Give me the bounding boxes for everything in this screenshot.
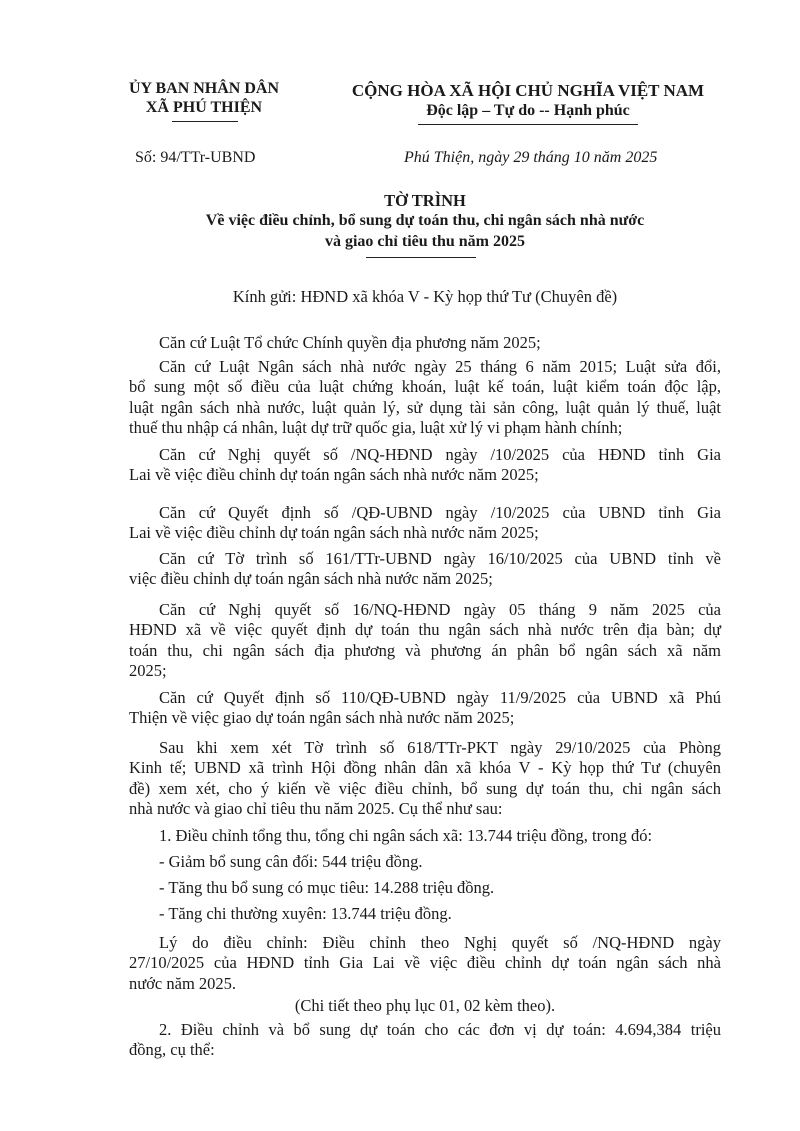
paragraph-3 [129, 445, 721, 486]
line: Căn cứ Quyết định số 110/QĐ-UBND ngày 11/9/2025 của UBND xã Phú [159, 688, 721, 707]
line: Lai về việc điều chỉnh dự toán ngân sách nhà nước năm 2025; [129, 465, 539, 485]
doc-subtitle-line1: Về việc điều chỉnh, bổ sung dự toán thu, chi ngân sách nhà nước [205, 212, 645, 229]
line: việc điều chỉnh dự toán ngân sách nhà nước năm 2025; [129, 569, 493, 589]
line: - Tăng thu bổ sung có mục tiêu: 14.288 triệu đồng. [159, 878, 495, 897]
doc-subtitle-line2: và giao chỉ tiêu thu năm 2025 [324, 233, 525, 250]
paragraph-15 [129, 1020, 721, 1061]
org-name-line1: ỦY BAN NHÂN DÂN [128, 80, 280, 97]
paragraph-12 [129, 904, 721, 924]
paragraph-10 [129, 852, 721, 872]
paragraph-13 [129, 933, 721, 994]
doc-title: TỜ TRÌNH [384, 191, 466, 210]
title-underline [366, 257, 476, 258]
paragraph-8 [129, 738, 721, 820]
line: Căn cứ Luật Tổ chức Chính quyền địa phương năm 2025; [159, 333, 541, 352]
line: toán thu, chi ngân sách địa phương và phương án phân bổ ngân sách xã năm [129, 640, 721, 660]
org-name-line2: XÃ PHÚ THIỆN [145, 99, 263, 116]
line: - Tăng chi thường xuyên: 13.744 triệu đồng. [159, 904, 452, 923]
line: Căn cứ Nghị quyết số 16/NQ-HĐND ngày 05 tháng 9 năm 2025 của [159, 600, 721, 619]
line: Sau khi xem xét Tờ trình số 618/TTr-PKT ngày 29/10/2025 của Phòng [159, 738, 721, 757]
line: 2025; [129, 661, 167, 681]
doc-number: Số: 94/TTr-UBND [135, 149, 256, 166]
line: 2. Điều chỉnh và bổ sung dự toán cho các đơn vị dự toán: 4.694,384 triệu [159, 1020, 721, 1039]
nation-line1: CỘNG HÒA XÃ HỘI CHỦ NGHĨA VIỆT NAM [351, 81, 705, 100]
org-underline [172, 121, 238, 122]
line: luật ngân sách nhà nước, luật quản lý, sử dụng tài sản công, luật quản lý thuế, luật [129, 397, 721, 417]
paragraph-1 [129, 333, 721, 353]
line: - Giảm bổ sung cân đối: 544 triệu đồng. [159, 852, 423, 871]
line: đề) xem xét, cho ý kiến về việc điều chỉnh, bổ sung dự toán thu, chi ngân sách [129, 778, 721, 798]
place-date: Phú Thiện, ngày 29 tháng 10 năm 2025 [404, 149, 658, 166]
paragraph-2 [129, 357, 721, 439]
line: HĐND xã về việc quyết định dự toán thu ngân sách nhà nước trên địa bàn; dự [129, 620, 721, 640]
line: nước năm 2025. [129, 973, 237, 993]
line: Căn cứ Nghị quyết số /NQ-HĐND ngày /10/2025 của HĐND tỉnh Gia [159, 445, 721, 464]
line: Căn cứ Quyết định số /QĐ-UBND ngày /10/2025 của UBND tỉnh Gia [159, 503, 721, 522]
nation-line2: Độc lập – Tự do -- Hạnh phúc [426, 102, 630, 119]
line: Thiện về việc giao dự toán ngân sách nhà nước năm 2025; [129, 708, 515, 728]
line: nhà nước và giao chỉ tiêu thu năm 2025. Cụ thể như sau: [129, 799, 503, 819]
line: Lý do điều chỉnh: Điều chỉnh theo Nghị quyết số /NQ-HĐND ngày [159, 933, 721, 952]
line: Lai về việc điều chỉnh dự toán ngân sách nhà nước năm 2025; [129, 523, 539, 543]
line: thuế thu nhập cá nhân, luật dự trữ quốc gia, luật xử lý vi phạm hành chính; [129, 418, 623, 438]
line: bổ sung một số điều của luật chứng khoán, luật kế toán, luật kiểm toán độc lập, [129, 377, 721, 397]
paragraph-7 [129, 688, 721, 729]
line: đồng, cụ thể: [129, 1040, 215, 1060]
line: 27/10/2025 của HĐND tỉnh Gia Lai về việc điều chỉnh dự toán ngân sách nhà [129, 953, 721, 973]
line: Kinh tế; UBND xã trình Hội đồng nhân dân xã khóa V - Kỳ họp thứ Tư (chuyên [129, 758, 721, 778]
line: Căn cứ Tờ trình số 161/TTr-UBND ngày 16/10/2025 của UBND tỉnh về [159, 549, 721, 568]
nation-underline [418, 124, 638, 125]
paragraph-4 [129, 503, 721, 544]
paragraph-9 [129, 826, 721, 846]
line: Căn cứ Luật Ngân sách nhà nước ngày 25 tháng 6 năm 2015; Luật sửa đổi, [159, 357, 721, 376]
line: 1. Điều chỉnh tổng thu, tổng chi ngân sách xã: 13.744 triệu đồng, trong đó: [159, 826, 653, 845]
paragraph-5 [129, 549, 721, 590]
paragraph-6 [129, 600, 721, 682]
paragraph-11 [129, 878, 721, 898]
appendix-note: (Chi tiết theo phụ lục 01, 02 kèm theo). [294, 996, 556, 1015]
recipient: Kính gửi: HĐND xã khóa V - Kỳ họp thứ Tư (Chuyên đề) [232, 287, 618, 306]
